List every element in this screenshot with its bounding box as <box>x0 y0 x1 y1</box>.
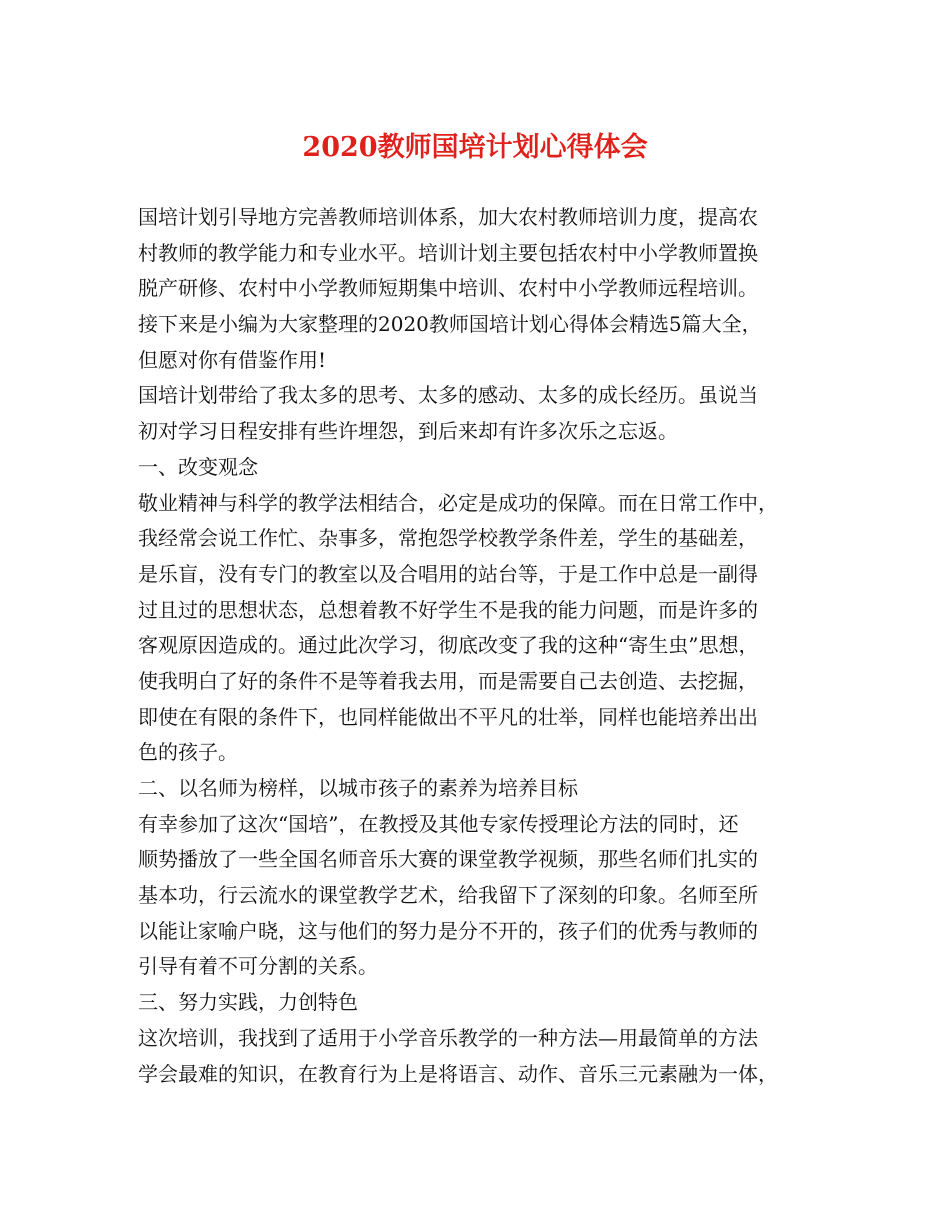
body-line: 基本功，行云流水的课堂教学艺术，给我留下了深刻的印象。名师至所 <box>138 883 758 908</box>
body-line: 学会最难的知识，在教育行为上是将语言、动作、音乐三元素融为一体， <box>138 1061 778 1086</box>
document-title: 2020教师国培计划心得体会 <box>302 132 648 163</box>
body-line: 国培计划带给了我太多的思考、太多的感动、太多的成长经历。虽说当 <box>138 383 758 408</box>
body-line: 即使在有限的条件下，也同样能做出不平凡的壮举，同样也能培养出出 <box>138 704 758 729</box>
body-line: 引导有着不可分割的关系。 <box>138 954 378 979</box>
body-line: 村教师的教学能力和专业水平。培训计划主要包括农村中小学教师置换 <box>138 240 758 265</box>
body-line: 使我明白了好的条件不是等着我去用，而是需要自己去创造、去挖掘， <box>138 668 758 693</box>
body-line: 我经常会说工作忙、杂事多，常抱怨学校教学条件差，学生的基础差， <box>138 526 758 551</box>
section-heading: 三、努力实践，力创特色 <box>138 990 358 1015</box>
section-heading: 二、以名师为榜样，以城市孩子的素养为培养目标 <box>138 776 578 800</box>
body-line: 初对学习日程安排有些许埋怨，到后来却有许多次乐之忘返。 <box>138 419 678 444</box>
body-line: 是乐盲，没有专门的教室以及合唱用的站台等，于是工作中总是一副得 <box>138 561 758 586</box>
body-line: 国培计划引导地方完善教师培训体系，加大农村教师培训力度，提高农 <box>138 205 758 229</box>
body-line: 色的孩子。 <box>138 740 238 765</box>
body-line: 过且过的思想状态，总想着教不好学生不是我的能力问题，而是许多的 <box>138 597 758 622</box>
body-line: 但愿对你有借鉴作用! <box>138 347 327 372</box>
body-line: 以能让家喻户晓，这与他们的努力是分不开的，孩子们的优秀与教师的 <box>138 918 758 943</box>
body-line: 接下来是小编为大家整理的2020教师国培计划心得体会精选5篇大全， <box>138 312 762 337</box>
body-line: 这次培训，我找到了适用于小学音乐教学的一种方法—用最简单的方法 <box>138 1025 758 1050</box>
body-line: 有幸参加了这次“国培”，在教授及其他专家传授理论方法的同时，还 <box>138 811 739 836</box>
body-line: 敬业精神与科学的教学法相结合，必定是成功的保障。而在日常工作中， <box>138 490 778 515</box>
document-body <box>138 200 838 1092</box>
section-heading: 一、改变观念 <box>138 454 258 479</box>
body-line: 客观原因造成的。通过此次学习，彻底改变了我的这种“寄生虫”思想， <box>138 633 759 658</box>
body-line: 脱产研修、农村中小学教师短期集中培训、农村中小学教师远程培训。 <box>138 276 758 301</box>
body-line: 顺势播放了一些全国名师音乐大赛的课堂教学视频，那些名师们扎实的 <box>138 847 758 872</box>
